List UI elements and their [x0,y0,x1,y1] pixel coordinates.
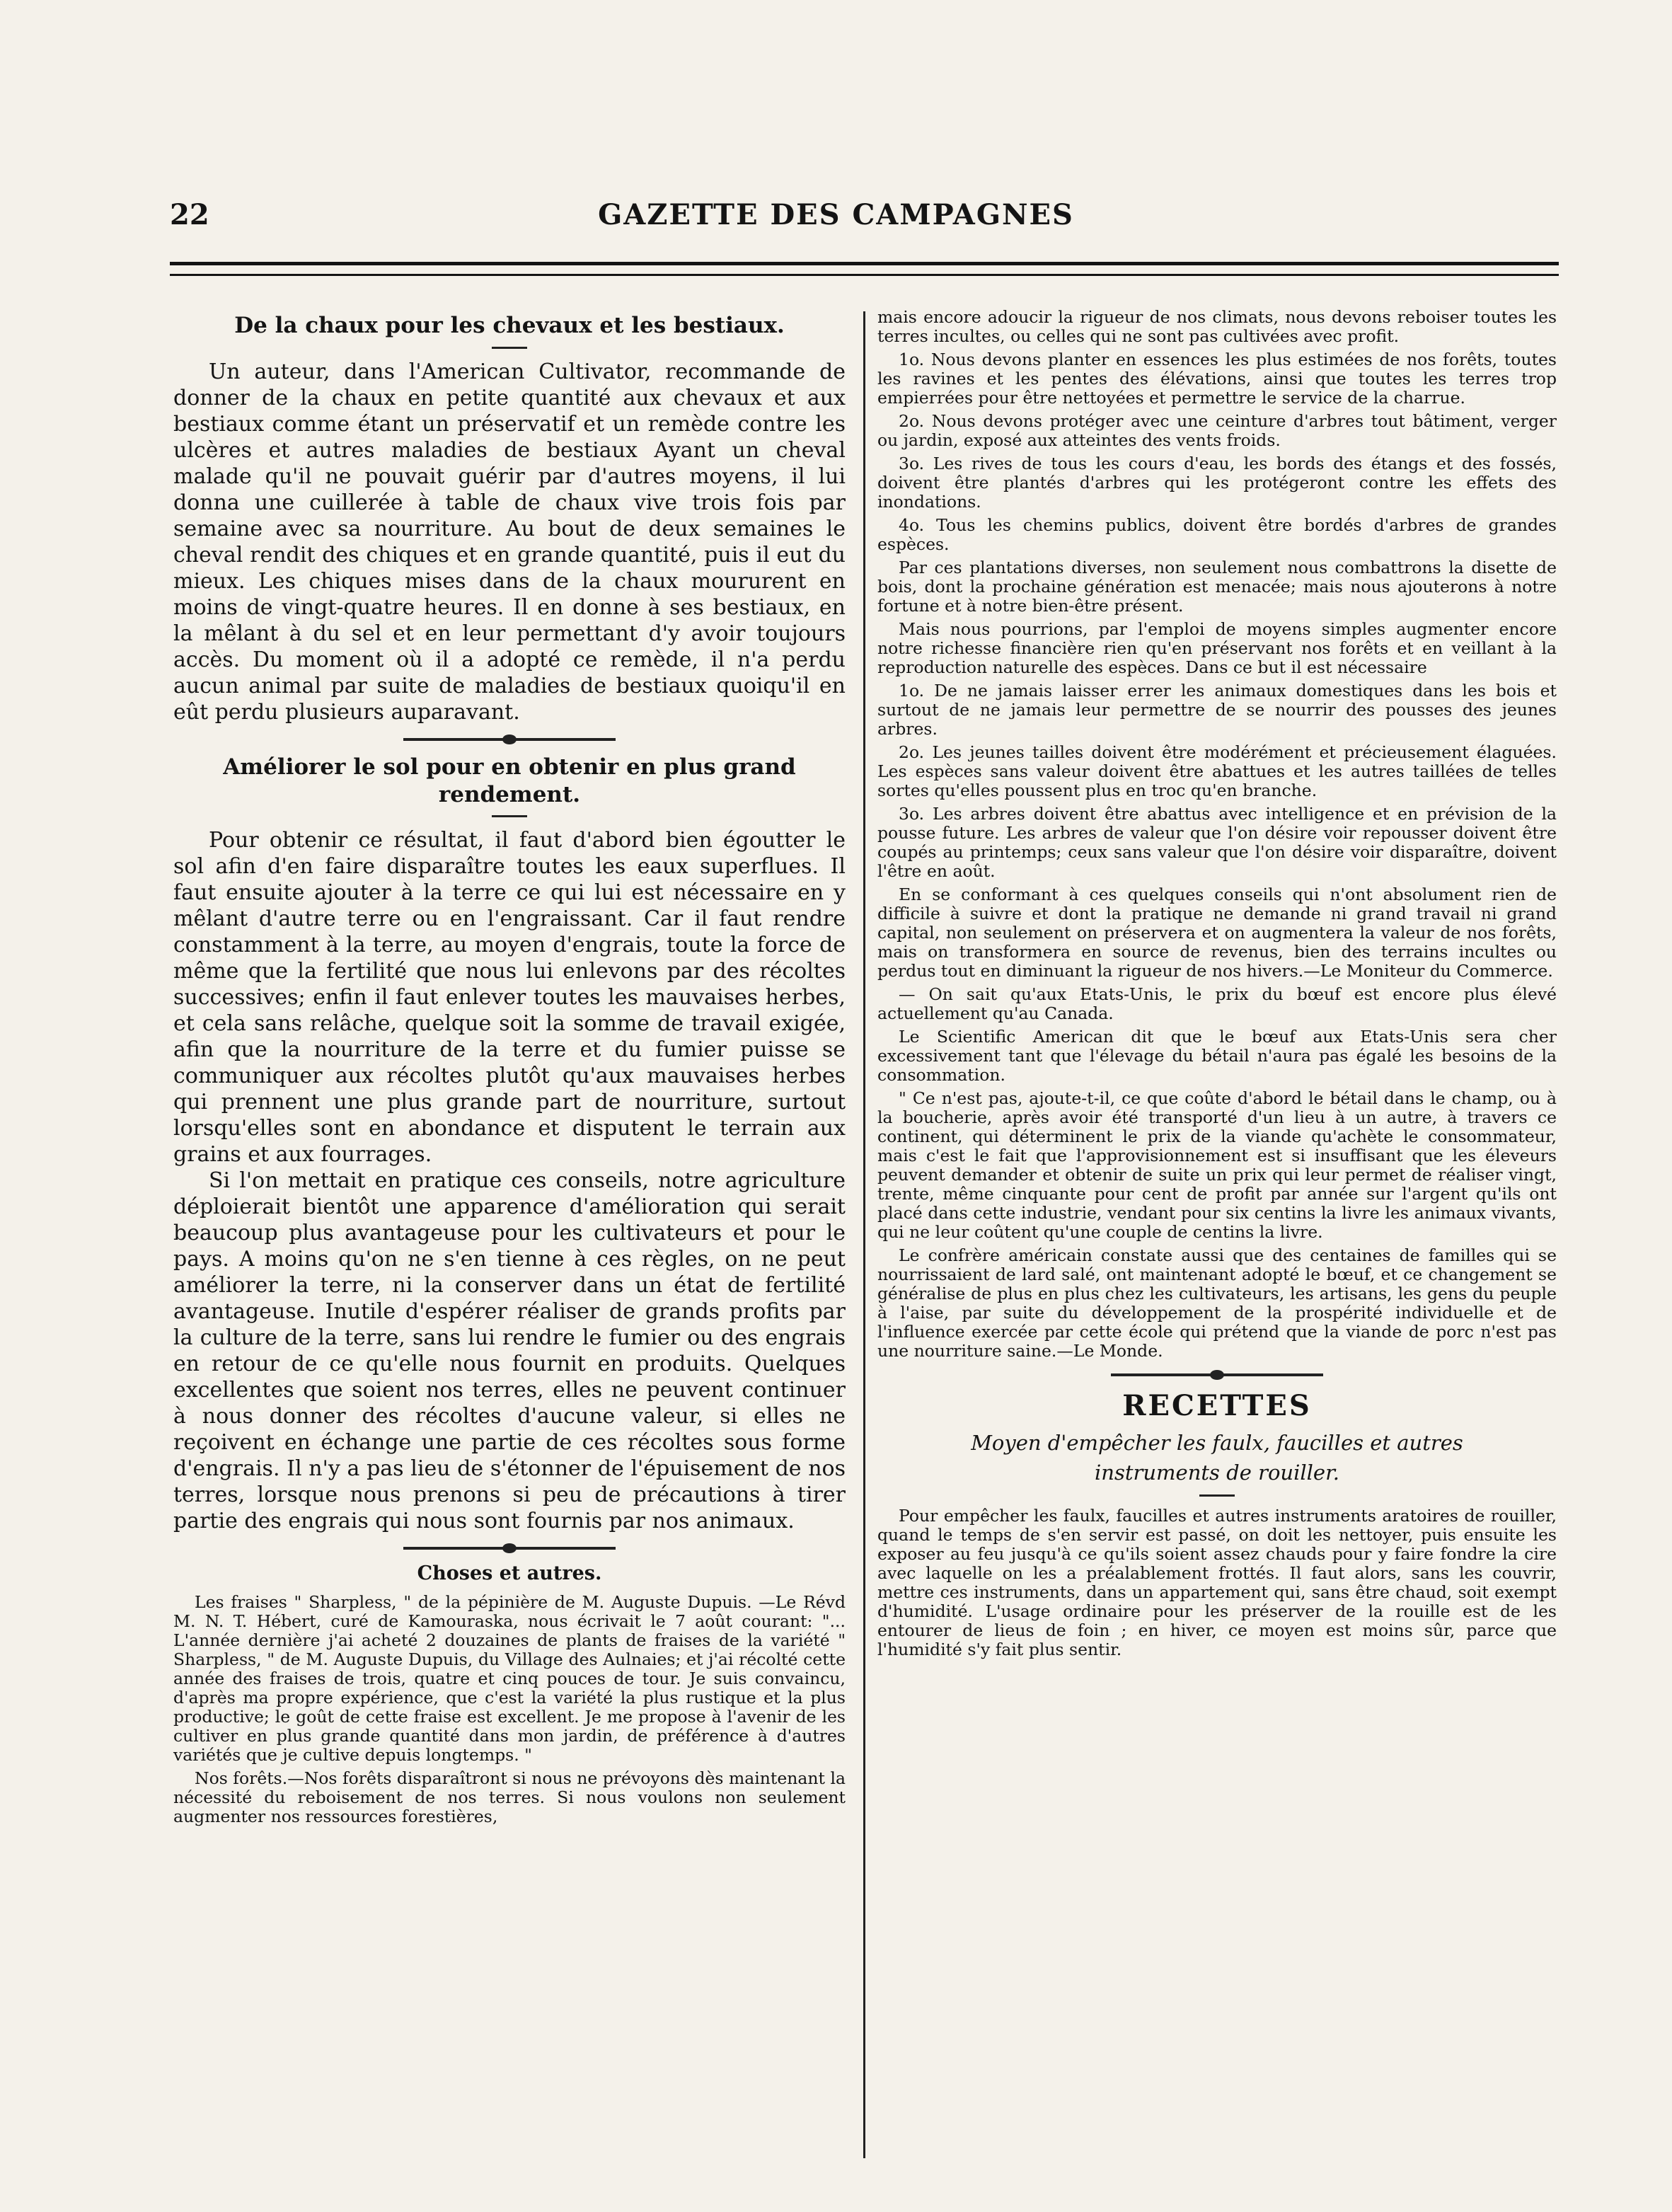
article-title-sol: Améliorer le sol pour en obtenir en plus grand rendement. [223,754,796,807]
ornament-rule [403,1547,616,1550]
article-paragraph: 2o. Les jeunes tailles doivent être modérément et précieusement élaguées. Les espèces sans valeur doivent être abattues et les autres taillées de telles sortes qu'elles poussent plus en troc qu'en branche. [877,742,1557,800]
article-title-chaux: De la chaux pour les chevaux et les bestiaux. [234,313,785,338]
article-paragraph: 2o. Nous devons protéger avec une ceinture d'arbres tout bâtiment, verger ou jardin, exposé aux atteintes des vents froids. [877,411,1557,450]
ornament-rule [1111,1373,1323,1376]
title-rule [1199,1494,1235,1497]
article-paragraph: En se conformant à ces quelques conseils qui n'ont absolument rien de difficile à suivre et dont la pratique ne demande ni grand travail ni grand capital, non seulement on préservera et on augmentera la valeur de nos forêts, mais on transformera en source de revenus, bien des terrains incultes ou perdus tout en diminuant la rigueur de nos hivers.—Le Moniteur du Commerce. [877,885,1557,981]
title-rule [492,815,527,817]
right-column [877,308,1557,1664]
article-paragraph: 1o. De ne jamais laisser errer les animaux domestiques dans les bois et surtout de ne jamais leur permettre de se nourrir des pousses des jeunes arbres. [877,681,1557,739]
article-paragraph: Le confrère américain constate aussi que des centaines de familles qui se nourrissaient de lard salé, ont maintenant adopté le bœuf, et ce changement se généralise de plus en plus chez les cultivateurs, les artisans, les gens du peuple à l'aise, par suite du développement de la prospérité individuelle et de l'influence exercée par cette école qui prétend que la viande de porc n'est pas une nourriture saine.—Le Monde. [877,1245,1557,1361]
article-body-chaux: Un auteur, dans l'American Cultivator, recommande de donner de la chaux en petite quantité aux chevaux et aux bestiaux comme étant un préservatif et un remède contre les ulcères et autres maladies de bestiaux Ayant un cheval malade qu'il ne pouvait guérir par d'autres moyens, il lui donna une cuillerée à table de chaux vive trois fois par semaine avec sa nourriture. Au bout de deux semaines le cheval rendit des chiques et en grande quantité, puis il eut du mieux. Les chiques mises dans de la chaux moururent en moins de vingt-quatre heures. Il en donne à ses bestiaux, en la mêlant à du sel et en leur permettant d'y avoir toujours accès. Du moment où il a adopté ce remède, il n'a perdu aucun animal par suite de maladies de bestiaux quoiqu'il en eût perdu plusieurs auparavant. [173,359,846,725]
article-paragraph: Mais nous pourrions, par l'emploi de moyens simples augmenter encore notre richesse financière rien qu'en préservant nos forêts et en veillant à la reproduction naturelle des espèces. Dans ce but il est nécessaire [877,619,1557,677]
article-paragraph: 3o. Les rives de tous les cours d'eau, les bords des étangs et des fossés, doivent être plantés d'arbres qui les protégeront contre les effets des inondations. [877,454,1557,512]
article-paragraph: Nos forêts.—Nos forêts disparaîtront si nous ne prévoyons dès maintenant la nécessité du reboisement de nos terres. Si nous voulons non seulement augmenter nos ressources forestières, [173,1768,846,1827]
article-paragraph: — On sait qu'aux Etats-Unis, le prix du bœuf est encore plus élevé actuellement qu'au Canada. [877,984,1557,1023]
ornament-rule [403,738,616,741]
article-paragraph: Si l'on mettait en pratique ces conseils, notre agriculture déploierait bientôt une apparence d'amélioration qui serait beaucoup plus avantageuse pour les cultivateurs et pour le pays. A moins qu'on ne s'en tienne à ces règles, on ne peut améliorer la terre, ni la conserver dans un état de fertilité avantageuse. Inutile d'espérer réaliser de grands profits par la culture de la terre, sans lui rendre le fumier ou des engrais en retour de ce qu'elle nous fournit en produits. Quelques excellentes que soient nos terres, elles ne peuvent continuer à nous donner des récoltes d'aucune valeur, si elles ne reçoivent en échange une partie de ces récoltes sous forme d'engrais. Il n'y a pas lieu de s'étonner de l'épuisement de nos terres, lorsque nous prenons si peu de précautions à tirer partie des engrais qui nous sont fournis par nos animaux. [173,1168,846,1534]
page-number: 22 [170,198,209,231]
article-paragraph: 1o. Nous devons planter en essences les plus estimées de nos forêts, toutes les ravines et les pentes des élévations, ainsi que toutes les terres trop empierrées pour être nettoyées et permettre le service de la charrue. [877,350,1557,408]
recipe-title-line: Moyen d'empêcher les faulx, faucilles et autres [971,1431,1463,1455]
article-paragraph: Par ces plantations diverses, non seulement nous combattrons la disette de bois, dont la prochaine génération est menacée; mais nous ajouterons à notre fortune et à notre bien-être présent. [877,558,1557,616]
section-heading-recettes: RECETTES [1122,1389,1312,1422]
article-paragraph: Les fraises " Sharpless, " de la pépinière de M. Auguste Dupuis. —Le Révd M. N. T. Hébert, curé de Kamouraska, nous écrivait le 7 août courant: "... L'année dernière j'ai acheté 2 douzaines de plants de fraises de la variété " Sharpless, " de M. Auguste Dupuis, du Village des Aulnaies; et j'ai récolté cette année des fraises de trois, quatre et cinq pouces de tour. Je suis convaincu, d'après ma propre expérience, que c'est la variété la plus rustique et la plus productive; le goût de cette fraise est excellent. Je me propose à l'avenir de les cultiver en plus grande quantité dans mon jardin, de préférence à d'autres variétés que je cultive depuis longtemps. " [173,1592,846,1765]
title-rule [492,347,527,349]
article-paragraph: Pour obtenir ce résultat, il faut d'abord bien égoutter le sol afin d'en faire disparaître toutes les eaux superflues. Il faut ensuite ajouter à la terre ce qui lui est nécessaire en y mêlant d'autre terre ou en l'engraissant. Car il faut rendre constamment à la terre, au moyen d'engrais, toute la force de même que la fertilité que nous lui enlevons par des récoltes successives; enfin il faut enlever toutes les mauvaises herbes, et cela sans relâche, quelque soit la somme de travail exigée, afin que la nourriture de la terre et du fumier puisse se communiquer aux récoltes plutôt qu'aux mauvaises herbes qui prennent une plus grande part de nourriture, surtout lorsqu'elles sont en abondance et disputent le terrain aux grains et aux fourrages. [173,828,846,1168]
recipe-title-line: instruments de rouiller. [1095,1461,1339,1485]
article-paragraph: 4o. Tous les chemins publics, doivent être bordés d'arbres de grandes espèces. [877,515,1557,554]
article-paragraph: 3o. Les arbres doivent être abattus avec intelligence et en prévision de la pousse future. Les arbres de valeur que l'on désire voir repousser doivent être coupés au printemps; ceux sans valeur que l'on désire voir disparaître, doivent l'être en août. [877,804,1557,881]
header-rule [170,262,1559,276]
recipe-title [877,1428,1557,1487]
article-paragraph: " Ce n'est pas, ajoute-t-il, ce que coûte d'abord le bétail dans le champ, ou à la boucherie, après avoir été transporté d'un lieu à un autre, à travers ce continent, qui déterminent le prix de la viande qu'achète le consommateur, mais c'est le fait que l'approvisionnement est si insuffisant que les éleveurs peuvent demander et obtenir de suite un prix qui leur permet de réaliser vingt, trente, même cinquante pour cent de profit par année sur l'argent qu'ils ont placé dans cette industrie, vendant pour six centins la livre les animaux vivants, qui ne leur coûtent qu'une couple de centins la livre. [877,1088,1557,1242]
article-paragraph: Le Scientific American dit que le bœuf aux Etats-Unis sera cher excessivement tant que l'élevage du bétail n'aura pas égalé les besoins de la consommation. [877,1027,1557,1085]
left-column [173,308,846,1831]
column-divider [863,311,865,2158]
masthead: GAZETTE DES CAMPAGNES [598,198,1074,231]
article-paragraph: mais encore adoucir la rigueur de nos climats, nous devons reboiser toutes les terres incultes, ou celles qui ne sont pas cultivées avec profit. [877,307,1557,346]
article-title-choses: Choses et autres. [417,1562,602,1585]
page-header [170,198,1502,248]
recipe-body: Pour empêcher les faulx, faucilles et autres instruments aratoires de rouiller, quand le temps de s'en servir est passé, on doit les nettoyer, puis ensuite les exposer au feu jusqu'à ce qu'ils soient assez chauds pour y faire fondre la cire avec laquelle on les a préalablement frottés. Il faut alors, sans les couvrir, mettre ces instruments, dans un appartement qui, sans être chaud, soit exempt d'humidité. L'usage ordinaire pour les préserver de la rouille est de les entourer de lieus de foin ; en hiver, ce moyen est moins sûr, parce que l'humidité s'y fait plus sentir. [877,1506,1557,1659]
